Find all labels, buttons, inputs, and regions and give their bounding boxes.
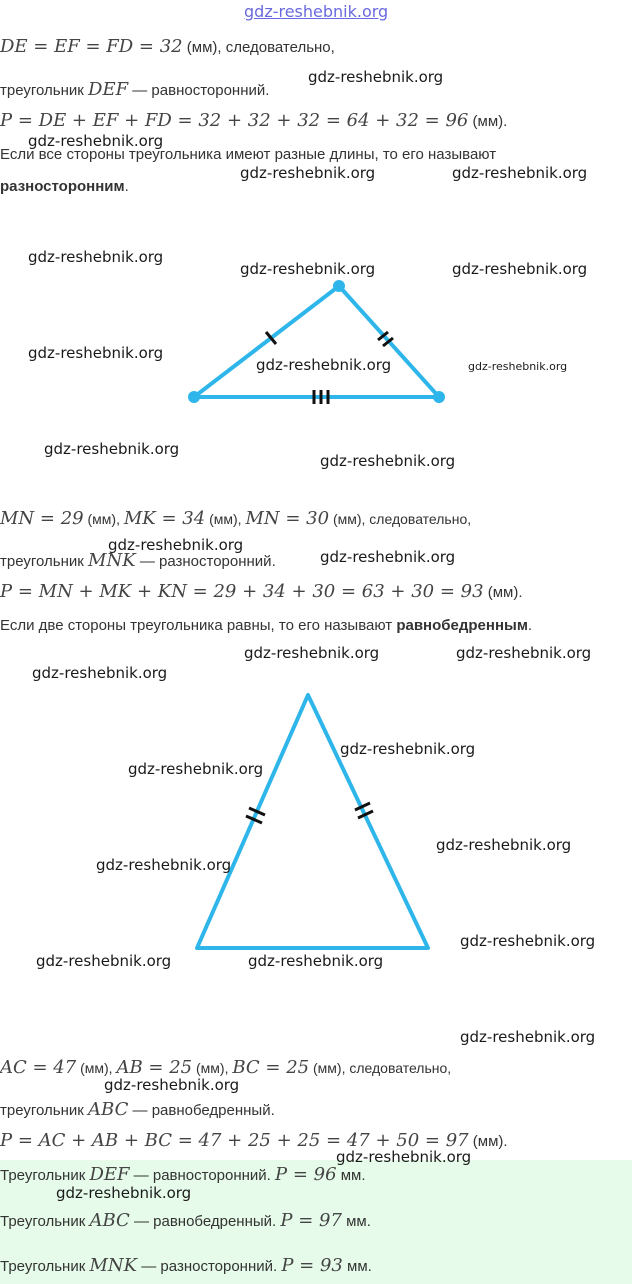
s3-ac: AC = 47 (0, 1057, 77, 1078)
a1-math: DEF (89, 1164, 130, 1185)
vertex-right (433, 391, 445, 403)
s3-l2-tail: — равнобедренный. (128, 1102, 275, 1119)
s2-l3-tail: (мм). (483, 584, 523, 601)
answer-box (0, 1160, 632, 1284)
s1-l2-pre: треугольник (0, 82, 89, 99)
s3-l2-math: ABC (88, 1099, 129, 1120)
watermark: gdz-reshebnik.org (56, 1184, 192, 1202)
s3-ab: AB = 25 (116, 1057, 193, 1078)
a2-tail: мм. (341, 1213, 371, 1230)
vertex-left (188, 391, 200, 403)
watermark: gdz-reshebnik.org (452, 164, 588, 182)
answer-line3 (0, 1255, 372, 1276)
s1-line5 (0, 178, 129, 195)
s1-line4: Если все стороны треугольника имеют разные длины, то его называют (0, 146, 497, 163)
watermark: gdz-reshebnik.org (96, 856, 232, 874)
s1-line1 (0, 36, 335, 57)
a3-p: P = 93 (281, 1255, 343, 1276)
watermark: gdz-reshebnik.org (456, 644, 592, 662)
s3-line1 (0, 1057, 451, 1078)
term-scalene: разносторонним (0, 178, 125, 195)
s3-unit3: (мм), следовательно, (309, 1060, 452, 1076)
s2-mn: MN = 29 (0, 508, 84, 529)
s1-eq1-tail: (мм), следовательно, (182, 39, 335, 56)
watermark: gdz-reshebnik.org (256, 356, 392, 374)
a1-mid: — равносторонний. (129, 1167, 276, 1184)
watermark: gdz-reshebnik.org (308, 68, 444, 86)
s2-mn2: MN = 30 (245, 508, 330, 529)
a1-pre: Треугольник (0, 1167, 90, 1184)
watermark: gdz-reshebnik.org (36, 952, 172, 970)
watermark: gdz-reshebnik.org (320, 548, 456, 566)
watermark: gdz-reshebnik.org (244, 644, 380, 662)
watermark: gdz-reshebnik.org (340, 740, 476, 758)
a3-tail: мм. (342, 1258, 372, 1275)
a2-p: P = 97 (280, 1210, 342, 1231)
s2-l2-pre: треугольник (0, 553, 89, 570)
a2-math: ABC (89, 1210, 130, 1231)
s3-unit1: (мм), (76, 1060, 117, 1076)
a2-pre: Треугольник (0, 1213, 90, 1230)
watermark: gdz-reshebnik.org (436, 836, 572, 854)
s3-line2 (0, 1099, 275, 1120)
s1-line2 (0, 79, 269, 100)
s1-l5-tail: . (124, 178, 129, 195)
s3-unit2: (мм), (192, 1060, 233, 1076)
s2-line1 (0, 508, 471, 529)
s3-bc: BC = 25 (232, 1057, 310, 1078)
watermark: gdz-reshebnik.org (240, 164, 376, 182)
s3-l3-tail: (мм). (468, 1133, 508, 1150)
watermark: gdz-reshebnik.org (128, 760, 264, 778)
a3-pre: Треугольник (0, 1258, 90, 1275)
isosceles-triangle (0, 680, 632, 960)
s1-perimeter: P = DE + EF + FD = 32 + 32 + 32 = 64 + 32 = 96 (0, 110, 469, 131)
s3-l2-pre: треугольник (0, 1102, 89, 1119)
s2-unit2: (мм), (205, 511, 246, 527)
watermark: gdz-reshebnik.org (468, 360, 568, 373)
watermark: gdz-reshebnik.org (32, 664, 168, 682)
term-isosceles: равнобедренным (396, 617, 528, 634)
s2-line4 (0, 617, 532, 634)
s2-l4-tail: . (527, 617, 533, 634)
watermark: gdz-reshebnik.org (336, 1148, 472, 1166)
watermark: gdz-reshebnik.org (28, 132, 164, 150)
watermark: gdz-reshebnik.org (44, 440, 180, 458)
s1-l2-math: DEF (88, 79, 129, 100)
tick-marks-iso (246, 803, 373, 823)
a2-mid: — равнобедренный. (129, 1213, 281, 1230)
isosceles-triangle-outline (197, 695, 428, 948)
s2-l2-tail: — разносторонний. (135, 553, 276, 570)
a1-tail: мм. (336, 1167, 366, 1184)
watermark: gdz-reshebnik.org (108, 536, 244, 554)
vertex-top (333, 280, 345, 292)
watermark: gdz-reshebnik.org (28, 344, 164, 362)
answer-line2 (0, 1210, 371, 1231)
s1-l3-tail: (мм). (468, 113, 508, 130)
watermark: gdz-reshebnik.org (452, 260, 588, 278)
watermark: gdz-reshebnik.org (104, 1076, 240, 1094)
s2-line3 (0, 581, 522, 602)
a3-mid: — разносторонний. (137, 1258, 282, 1275)
watermark: gdz-reshebnik.org (28, 248, 164, 266)
a3-math: MNK (89, 1255, 138, 1276)
answer-line1 (0, 1164, 366, 1185)
s1-eq1: DE = EF = FD = 32 (0, 36, 183, 57)
s3-perimeter: P = AC + AB + BC = 47 + 25 + 25 = 47 + 50 = 97 (0, 1130, 469, 1151)
scalene-triangle-outline (194, 286, 439, 397)
watermark: gdz-reshebnik.org (460, 1028, 596, 1046)
s1-line3 (0, 110, 507, 131)
s2-perimeter: P = MN + MK + KN = 29 + 34 + 30 = 63 + 30 = 93 (0, 581, 484, 602)
s2-unit3: (мм), следовательно, (329, 511, 472, 527)
watermark: gdz-reshebnik.org (240, 260, 376, 278)
watermark: gdz-reshebnik.org (460, 932, 596, 950)
watermark: gdz-reshebnik.org (248, 952, 384, 970)
a1-p: P = 96 (275, 1164, 337, 1185)
s2-unit1: (мм), (83, 511, 124, 527)
s2-l4-pre: Если две стороны треугольника равны, то его называют (0, 617, 397, 634)
s2-mk: MK = 34 (123, 508, 206, 529)
watermark-top[interactable]: gdz-reshebnik.org (244, 2, 389, 21)
watermark: gdz-reshebnik.org (320, 452, 456, 470)
s2-l2-math: MNK (88, 550, 136, 571)
s1-l2-tail: — равносторонний. (128, 82, 270, 99)
